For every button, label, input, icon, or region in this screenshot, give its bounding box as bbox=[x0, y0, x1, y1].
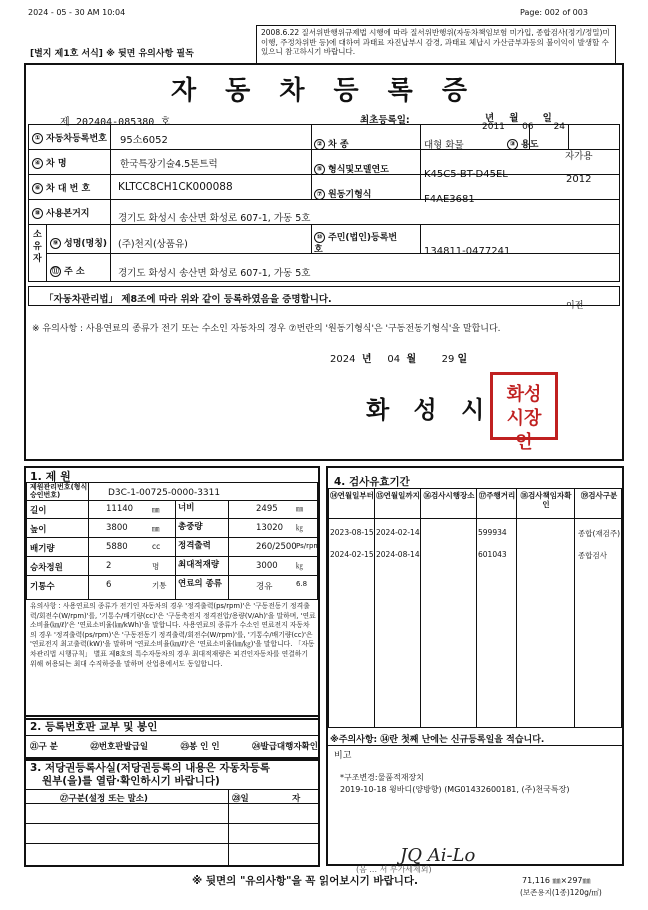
remarks-label: 비고 bbox=[334, 751, 352, 761]
footer-size: 71,116 ㎜×297㎜ bbox=[522, 876, 591, 885]
reg-number: 제 202404-085380 호 bbox=[60, 117, 171, 128]
certify-text: 「자동차관리법」 제8조에 따라 위와 같이 등록하였음을 증명합니다. bbox=[44, 294, 332, 305]
spec-unit: Ps/rpm bbox=[296, 542, 321, 550]
cert-label: 제원관리번호(형식승인번호) bbox=[30, 483, 88, 499]
plate-value: 95소6052 bbox=[120, 135, 168, 146]
owner-id-value: 134811-0477241 bbox=[424, 246, 511, 257]
use-value: 자가용 bbox=[565, 151, 593, 162]
inspection-cell-km: 601043 bbox=[478, 550, 507, 559]
mortgage-header-date: ㉘일 bbox=[232, 794, 249, 804]
spec-unit: ㎜ bbox=[152, 505, 160, 514]
issue-date: 2024 년 04 월 29 일 bbox=[330, 354, 468, 365]
footer-paper: (보존용지(1종)120g/㎡) bbox=[520, 888, 602, 897]
remarks-line-2: 2019-10-18 윙바디(양방향) (MG01432600181, (주)천국특장) bbox=[340, 785, 570, 794]
issuer-name: 화 성 시 bbox=[366, 396, 493, 424]
inspection-cell-from: 2024-02-15 bbox=[330, 550, 374, 559]
cert-value: D3C-1-00725-0000-3311 bbox=[108, 488, 221, 498]
owner-name-value: (주)천지(상품유) bbox=[118, 239, 188, 250]
spec-unit: 명 bbox=[152, 562, 160, 571]
document-title: 자 동 차 등 록 증 bbox=[171, 76, 477, 106]
form-note: ※ 뒷면 유의사항 필독 bbox=[106, 49, 194, 59]
inspection-table bbox=[328, 488, 622, 728]
spec-unit: ㎏ bbox=[296, 562, 303, 570]
spec-label: 최대적재량 bbox=[178, 560, 220, 570]
spec-value: 13020 bbox=[256, 523, 284, 533]
inspection-cell-kind: 종합(재검주) bbox=[578, 529, 621, 538]
inspection-title: 4. 검사유효기간 bbox=[334, 476, 410, 488]
page-indicator: Page: 002 of 003 bbox=[520, 8, 588, 17]
spec-value: 260/2500 bbox=[256, 542, 297, 552]
spec-value: 3000 bbox=[256, 561, 278, 571]
spec-value: 5880 bbox=[106, 542, 128, 552]
inspection-cell-to: 2024-02-14 bbox=[376, 528, 420, 537]
spec-unit: ㎜ bbox=[296, 505, 303, 513]
certify-note: 이전 bbox=[566, 301, 584, 311]
footer-faint: (음 ... 서 부가세제외) bbox=[356, 865, 432, 874]
spec-label: 너비 bbox=[178, 503, 195, 513]
engine-value: F4AE3681 bbox=[424, 194, 475, 205]
model-label: ⑤ 형식및모델연도 bbox=[314, 162, 389, 175]
model-value: K45C5-BT-D45EL bbox=[424, 169, 508, 180]
first-reg-date: 년 월 일 bbox=[485, 113, 552, 124]
owner-side-label: 소유자 bbox=[33, 230, 42, 264]
inspection-header: ⑱검사책임자확인 bbox=[520, 491, 572, 509]
spec-unit: ㎜ bbox=[152, 524, 160, 533]
specs-title: 1. 제 원 bbox=[30, 470, 71, 483]
inspection-header: ⑰주행거리 bbox=[478, 491, 516, 500]
inspection-note: ※주의사항: ⑭란 첫째 난에는 신규등록일을 적습니다. bbox=[330, 735, 545, 745]
inspection-header: ⑮연월일까지 bbox=[376, 491, 420, 500]
mortgage-title: 3. 저당권등록사실(저당권등록의 내용은 자동차등록 원부(을)를 열람·확인하시기 바랍니다) bbox=[30, 762, 271, 787]
inspection-header: ⑭연월일부터 bbox=[330, 491, 374, 500]
plate-section-title: 2. 등록번호판 교부 및 봉인 bbox=[30, 721, 158, 733]
specs-table bbox=[26, 482, 321, 600]
spec-value: 2495 bbox=[256, 504, 278, 514]
spec-value: 2 bbox=[106, 561, 112, 571]
engine-label: ⑦ 원동기형식 bbox=[314, 187, 371, 200]
mortgage-header-kind: ㉗구분(설정 또는 말소) bbox=[60, 794, 148, 804]
inspection-cell-from: 2023-08-15 bbox=[330, 528, 374, 537]
first-reg-values: 2011 06 24 bbox=[482, 122, 566, 132]
spec-value: 6 bbox=[106, 580, 112, 590]
form-label: [별지 제1호 서식] ※ 뒷면 유의사항 필독 bbox=[30, 49, 194, 59]
official-seal: 화성시장인 bbox=[490, 372, 558, 440]
spec-value: 11140 bbox=[106, 504, 134, 514]
spec-label: 길이 bbox=[30, 506, 47, 516]
inspection-header: ⑯검사시행장소 bbox=[423, 491, 475, 500]
owner-addr-label: ⑪ 주 소 bbox=[52, 267, 85, 277]
spec-unit: 기통 bbox=[152, 581, 167, 590]
spec-value: 3800 bbox=[106, 523, 128, 533]
specs-note: 유의사항 : 사용연료의 종류가 전기인 자동차의 경우 '정격출력(ps/rpm)'은 '구동전동기 정격출력/회전수(W/rpm)'를, '기통수/배기량(cc)'은 '구동축전지 정격전압/용량(V/Ah)'을 말하며, '연료소비율(㎞/ℓ)'은 '연료소비율(㎞/kWh)'을 말합니다. 사용연료의 종류가 수소인 연료전지 자동차의 경우 '정격출력(ps/rpm)'은 '구동전동기 정격출력/회전수(W/rpm)'를, '기통수/배기량(cc)'은 '연료전지 최고출력(kW)'을 말하며 '연료소비율(㎞/ℓ)'은 '연료소비율(㎞/㎏)'을 말합니다. 「자동차관리법 시행규칙」 별표 제8호의 특수자동차의 경우 최대적재량은 피견인자동차를 연결하기 위해 허용되는 최대 수직하중을 말하며 산업용에서도 동일합니다. bbox=[30, 602, 316, 668]
first-reg-label: 최초등록일: bbox=[360, 115, 410, 126]
use-label: ③ 용도 bbox=[507, 137, 538, 150]
spec-label: 총중량 bbox=[178, 522, 203, 532]
base-value: 경기도 화성시 송산면 화성로 607-1, 가동 5호 bbox=[118, 213, 311, 224]
notice-box: 2008.6.22 질서위반행위규제법 시행에 따라 질서위반행위(자동차책임보험 미가입, 종합검사(정기/정밀)미이행, 주정차위반 등)에 대하여 과태료 자진납부시 감경, 과태료 체납시 가산금부과등의 불이익이 발생할 수 있으니 참고하시기 바랍니다. bbox=[256, 25, 616, 65]
name-label: ④ 차 명 bbox=[32, 156, 67, 169]
vin-value: KLTCC8CH1CK000088 bbox=[118, 181, 233, 193]
spec-label: 정격출력 bbox=[178, 541, 211, 551]
spec-unit: ㎏ bbox=[296, 524, 303, 532]
spec-label: 기통수 bbox=[30, 582, 55, 592]
inspection-header: ⑲검사구분 bbox=[580, 491, 618, 500]
spec-unit: 6.8 bbox=[296, 580, 308, 588]
owner-addr-value: 경기도 화성시 송산면 화성로 607-1, 가동 5호 bbox=[118, 268, 311, 279]
inspection-cell-to: 2024-08-14 bbox=[376, 550, 420, 559]
type-label: ② 차 종 bbox=[314, 137, 349, 150]
spec-label: 배기량 bbox=[30, 544, 55, 554]
signature: JQ Ai-Lo bbox=[400, 845, 476, 866]
name-value: 한국특장기술4.5톤트럭 bbox=[120, 159, 218, 170]
spec-unit: cc bbox=[152, 542, 161, 551]
type-value: 대형 화물 bbox=[424, 140, 464, 151]
spec-label: 승차정원 bbox=[30, 563, 63, 573]
spec-label: 높이 bbox=[30, 525, 47, 535]
inspection-cell-kind: 종합검사 bbox=[578, 551, 607, 560]
remarks-line-1: *구조변경:물품적재장치 bbox=[340, 773, 424, 782]
caution-text: ※ 유의사항 : 사용연료의 종류가 전기 또는 수소인 자동차의 경우 ⑦번란의 '원동기형식'은 '구동전동기형식'을 말합니다. bbox=[32, 324, 501, 334]
mortgage-header-date-2: 자 bbox=[292, 794, 301, 804]
owner-id-label: ⑩ 주민(법인)등록번호 bbox=[314, 233, 398, 255]
owner-name-label: ⑨ 성명(명칭) bbox=[50, 236, 107, 249]
plate-label: ① 자동차등록번호 bbox=[32, 131, 107, 144]
model-year: 2012 bbox=[566, 174, 592, 185]
base-label: ⑧ 사용본거지 bbox=[32, 206, 89, 219]
print-date: 2024 - 05 - 30 AM 10:04 bbox=[28, 8, 126, 17]
vin-label: ⑥ 차 대 번 호 bbox=[32, 181, 90, 194]
spec-value: 경유 bbox=[256, 582, 273, 592]
footer-note: ※ 뒷면의 "유의사항"을 꼭 읽어보시기 바랍니다. bbox=[192, 875, 418, 887]
inspection-cell-km: 599934 bbox=[478, 528, 507, 537]
plate-section-headers: ㉑구 분 ㉒번호판발급일 ㉓봉 인 인 ㉔발급대행자확인 bbox=[30, 742, 318, 752]
spec-label: 연료의 종류 bbox=[178, 579, 223, 589]
